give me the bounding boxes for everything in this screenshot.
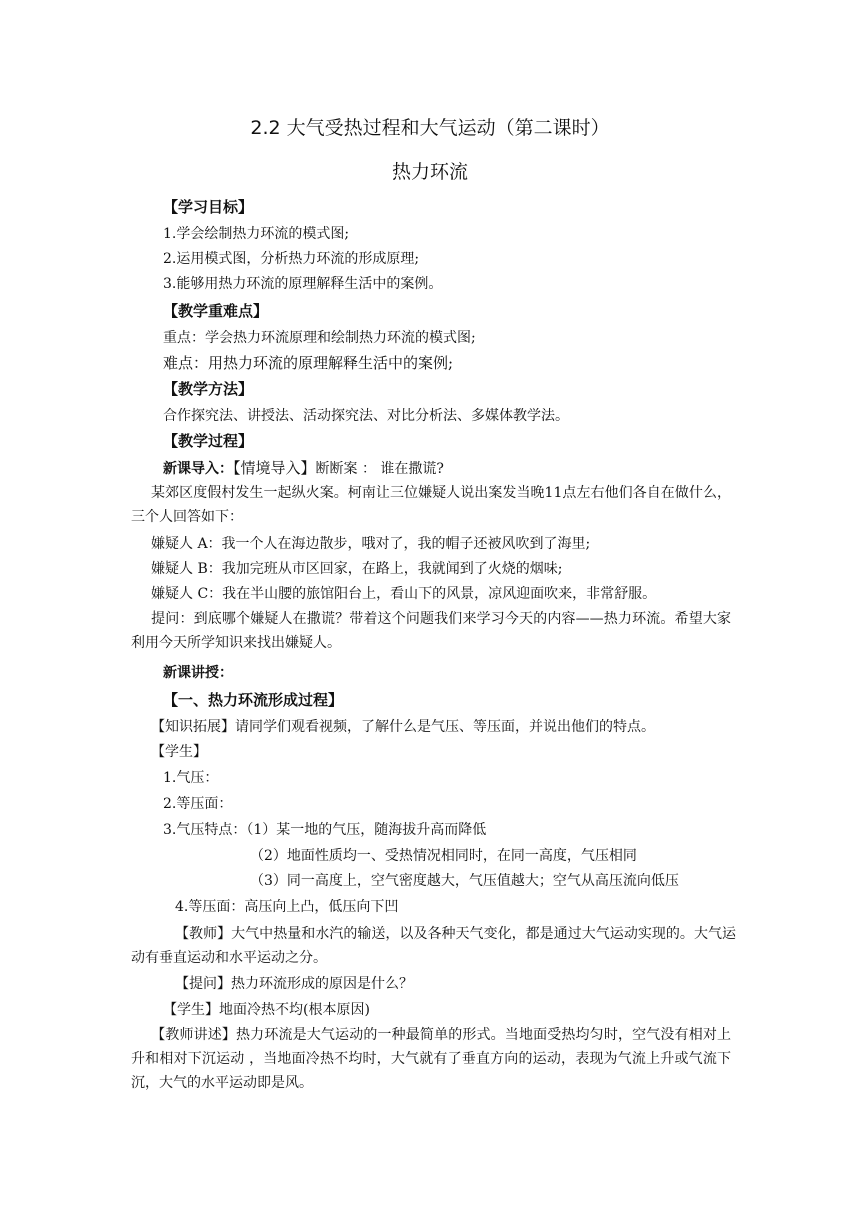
goal-item: 1.学会绘制热力环流的模式图;	[163, 226, 350, 242]
method-header: 【教学方法】	[163, 380, 254, 398]
new-lesson-label: 新课讲授：	[163, 665, 233, 681]
goals-header: 【学习目标】	[163, 198, 254, 216]
item-3-sub-2: （2）地面性质均一、受热情况相同时，在同一高度，气压相同	[250, 848, 637, 864]
item-1: 1.气压：	[163, 770, 219, 786]
goal-item: 2.运用模式图，分析热力环流的形成原理;	[163, 251, 420, 267]
suspect-c: 嫌疑人 C：我在半山腰的旅馆阳台上，看山下的风景，凉风迎面吹来，非常舒服。	[151, 586, 657, 602]
intro-line	[163, 458, 444, 479]
key-point: 重点：学会热力环流原理和绘制热力环流的模式图;	[163, 330, 476, 346]
suspect-a: 嫌疑人 A：我一个人在海边散步，哦对了，我的帽子还被风吹到了海里;	[151, 536, 591, 552]
story-paragraph	[131, 481, 731, 529]
section-1-header: 【一、热力环流形成过程】	[163, 691, 344, 709]
item-3: 3.气压特点：（1）某一地的气压，随海拔升高而降低	[163, 822, 487, 838]
item-2: 2.等压面：	[163, 796, 233, 812]
process-header: 【教学过程】	[163, 432, 254, 450]
intro-text: 断断案 ： 谁在撒谎?	[315, 461, 444, 477]
knowledge-text: 【知识拓展】请同学们观看视频，了解什么是气压、等压面，并说出他们的特点。	[151, 719, 655, 735]
document-subtitle: 热力环流	[391, 161, 468, 183]
student-answer: 【学生】地面冷热不均(根本原因)	[163, 1002, 370, 1018]
suspect-b: 嫌疑人 B：我加完班从市区回家，在路上，我就闻到了火烧的烟味;	[151, 561, 563, 577]
document-title: 2.2 大气受热过程和大气运动（第二课时）	[250, 117, 610, 139]
student-label: 【学生】	[151, 744, 207, 760]
item-3-sub-3: （3）同一高度上，空气密度越大，气压值越大；空气从高压流向低压	[250, 873, 679, 889]
goal-item: 3.能够用热力环流的原理解释生活中的案例。	[163, 276, 443, 292]
intro-tag: 【情境导入】	[233, 459, 316, 477]
key-header: 【教学重难点】	[163, 302, 269, 320]
question-text: 提问：到底哪个嫌疑人在撒谎？带着这个问题我们来学习今天的内容——热力环流。希望大家利用今天所学知识来找出嫌疑人。	[131, 611, 731, 651]
teacher-text: 【教师】大气中热量和水汽的输送，以及各种天气变化，都是通过大气运动实现的。大气运动有垂直运动和水平运动之分。	[131, 926, 736, 966]
item-4: 4.等压面：高压向上凸，低压向下凹	[175, 899, 399, 915]
teacher-explain-text: 【教师讲述】热力环流是大气运动的一种最简单的形式。当地面受热均匀时，空气没有相对上升和相对下沉运动 ，当地面冷热不均时，大气就有了垂直方向的运动，表现为气流上升或气流下沉，大气的水平运动即是风。	[131, 1027, 731, 1091]
intro-label: 新课导入：	[163, 461, 233, 477]
teacher-explain-paragraph	[131, 1023, 731, 1095]
key-point: 难点：用热力环流的原理解释生活中的案例;	[163, 354, 454, 372]
story-text: 某郊区度假村发生一起纵火案。柯南让三位嫌疑人说出案发当晚11点左右他们各自在做什么，三个人回答如下：	[131, 485, 731, 525]
methods-text: 合作探究法、讲授法、活动探究法、对比分析法、多媒体教学法。	[163, 408, 569, 424]
teacher-paragraph	[131, 922, 736, 970]
question-paragraph	[131, 607, 731, 655]
ask-text: 【提问】热力环流形成的原因是什么？	[175, 976, 413, 992]
